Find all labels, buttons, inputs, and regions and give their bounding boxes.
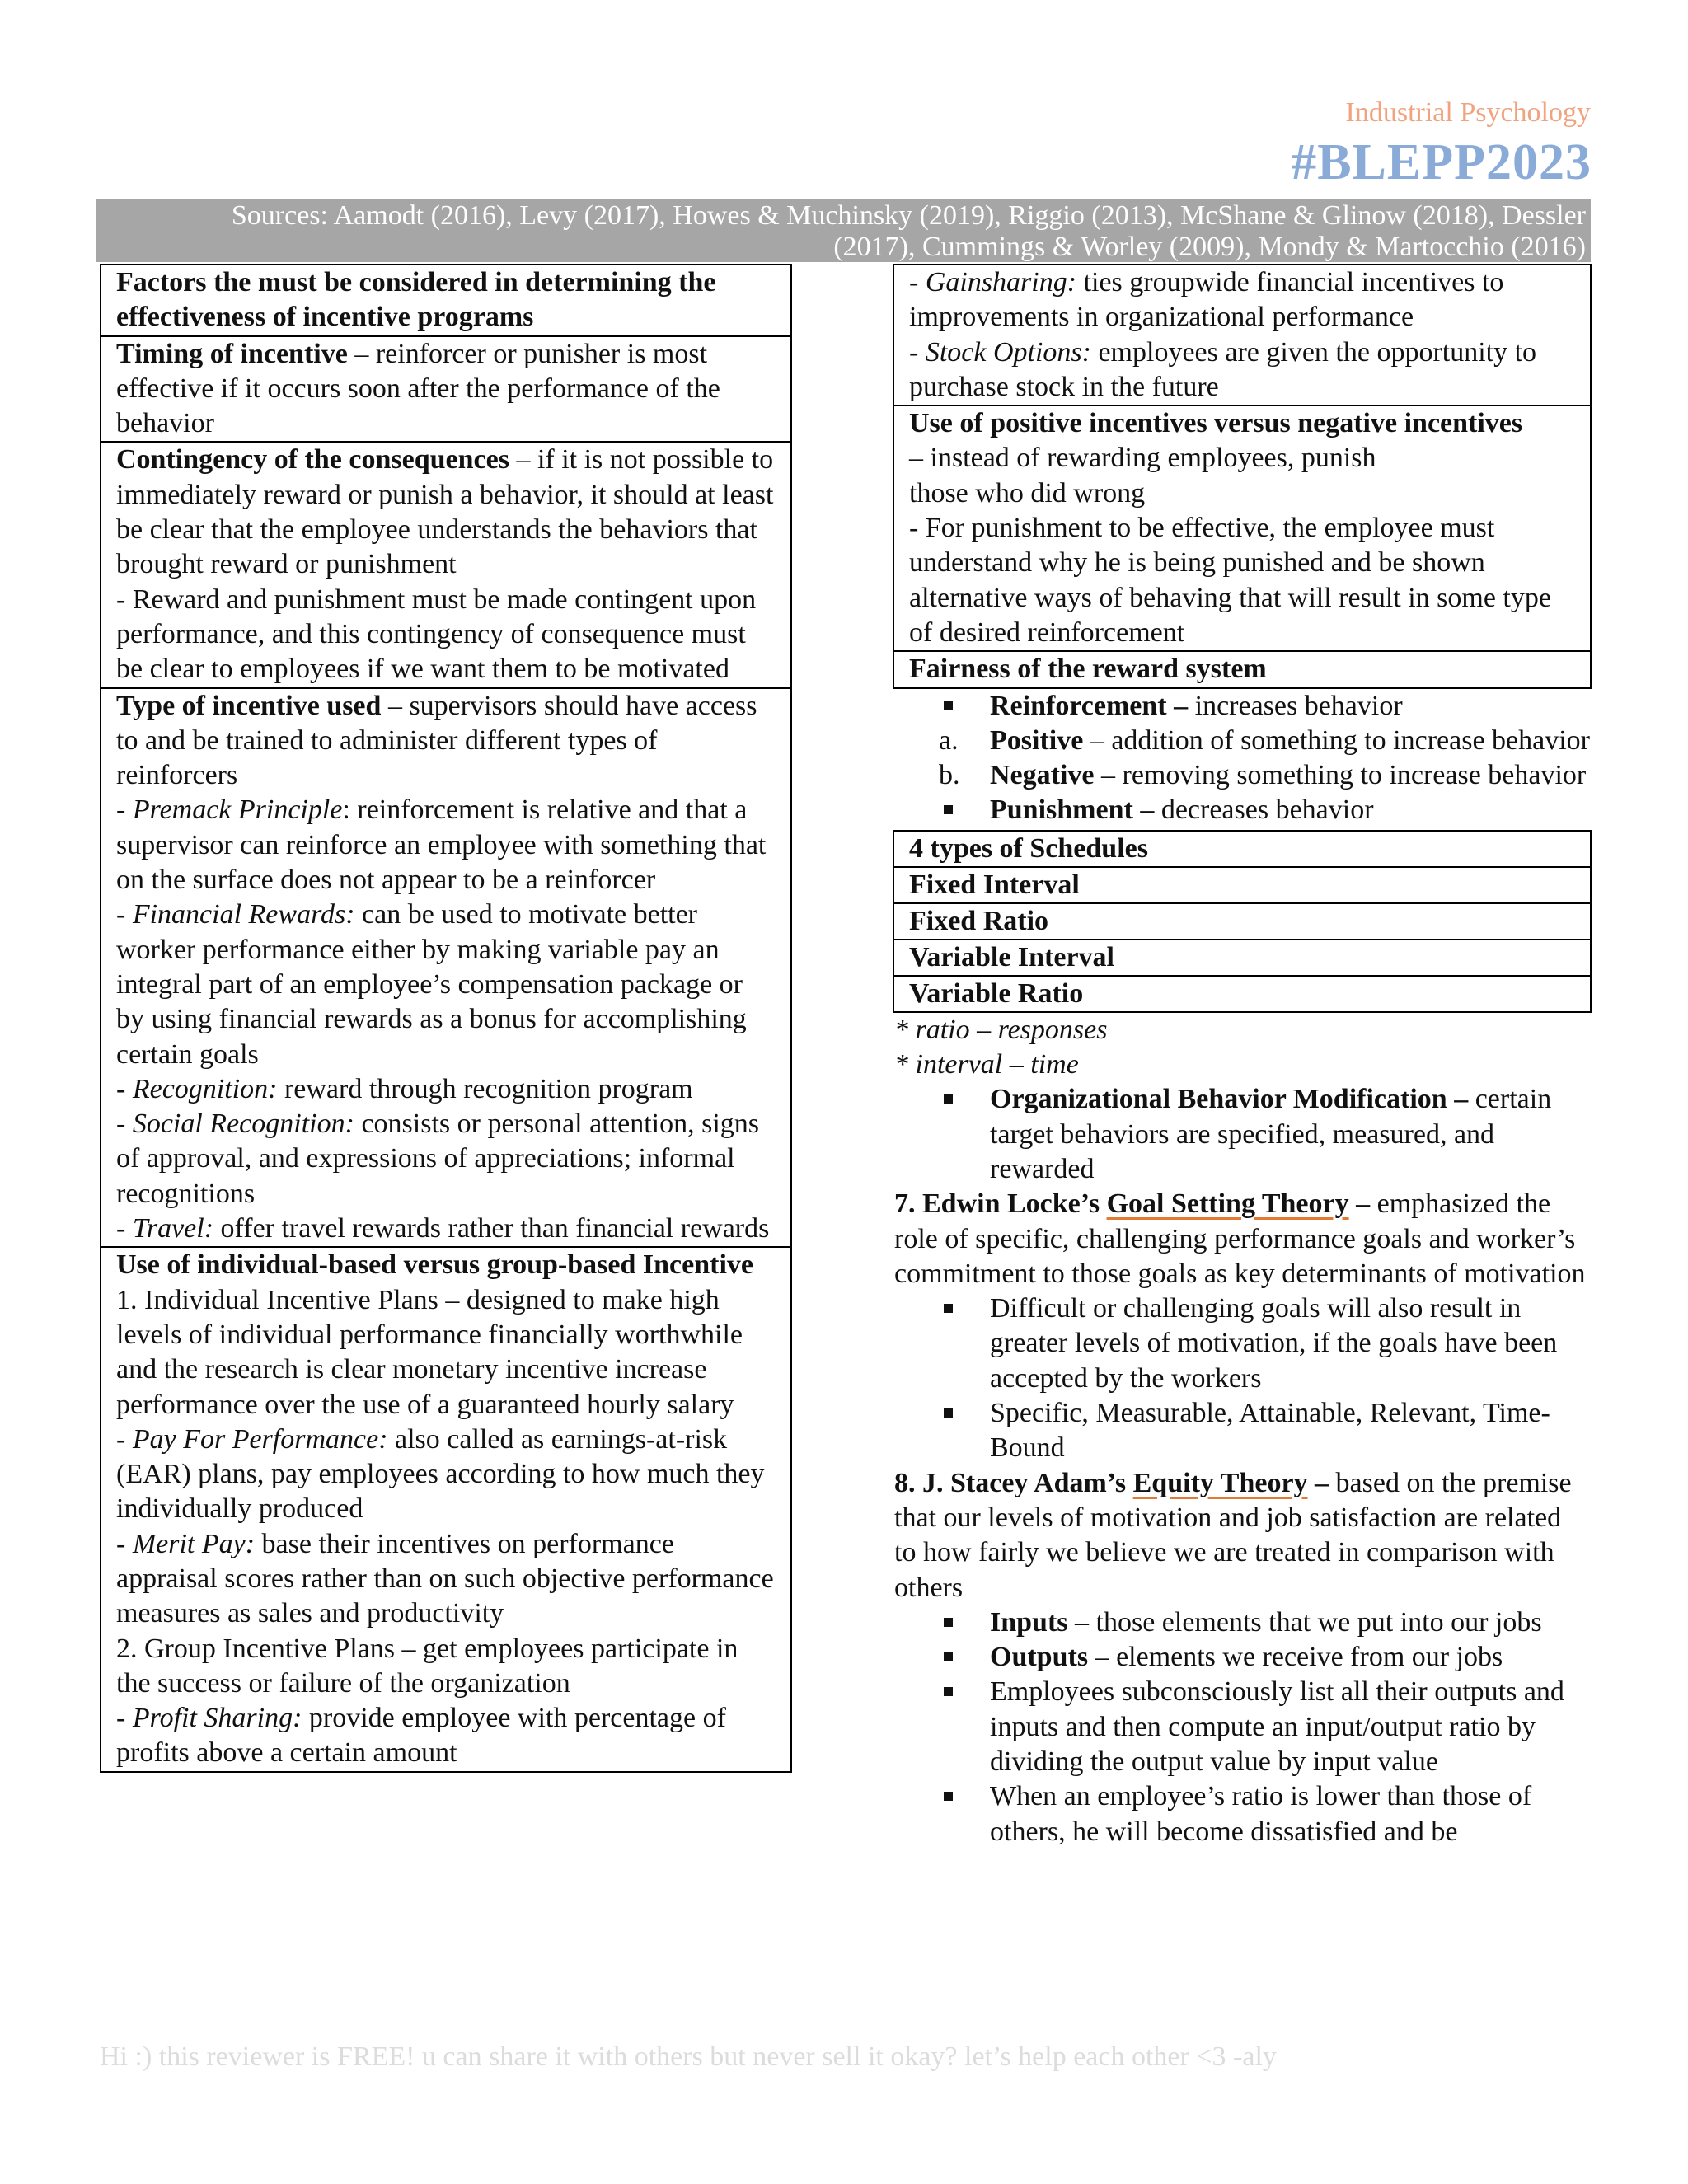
- locke-dash: –: [1348, 1188, 1371, 1220]
- schedule-row: [893, 940, 1592, 977]
- outputs-desc: – elements we receive from our jobs: [1088, 1642, 1503, 1673]
- individual-plan2: 2. Group Incentive Plans – get employees participate in the success or failure of the organization: [116, 1633, 738, 1699]
- schedules-table: [893, 830, 1592, 1013]
- punishment-term: Punishment –: [990, 794, 1155, 826]
- type-head: Type of incentive used: [116, 690, 382, 721]
- type-text: – supervisors should have access to and be trained to administer different types of reinforcers: [116, 690, 757, 791]
- fairness-head: Fairness of the reward system: [909, 654, 1267, 685]
- adams-theory: Equity Theory: [1132, 1467, 1308, 1498]
- type-item-term: Financial Rewards:: [132, 899, 355, 930]
- plan2-item-term: Profit Sharing:: [132, 1703, 302, 1734]
- plan1-item: - Merit Pay: base their incentives on performance appraisal scores rather than on such objective performance measures as sales and productivity: [116, 1528, 774, 1629]
- individual-head: Use of individual-based versus group-based Incentive: [116, 1249, 753, 1281]
- list-item: [893, 1082, 1592, 1187]
- list-item: When an employee’s ratio is lower than those of others, he will become dissatisfied and be: [893, 1779, 1592, 1849]
- footer-note: Hi :) this reviewer is FREE! u can share it with others but never sell it okay? let’s help each other <3 -aly: [100, 2041, 1277, 2072]
- list-item: [893, 793, 1592, 827]
- type-item-desc: can be used to motivate better worker performance either by making variable pay an integral part of an employee’s compensation package or by using financial rewards as a bonus for accomplishing certain goals: [116, 899, 747, 1070]
- list-item: [893, 1605, 1592, 1640]
- reinforcement-term: Reinforcement –: [990, 690, 1189, 721]
- group-item-term: Stock Options:: [925, 336, 1091, 368]
- inputs-desc: – those elements that we put into our jobs: [1067, 1606, 1542, 1638]
- group-item-desc: employees are given the opportunity to purchase stock in the future: [909, 336, 1537, 402]
- list-item: Employees subconsciously list all their outputs and inputs and then compute an input/output ratio by dividing the output value by input value: [893, 1675, 1592, 1779]
- individual-cell: [100, 1248, 792, 1772]
- group-item: - Stock Options: employees are given the opportunity to purchase stock in the future: [909, 336, 1537, 402]
- inputs-term: Inputs: [990, 1606, 1068, 1638]
- type-item: - Travel: offer travel rewards rather than financial rewards: [116, 1213, 770, 1244]
- punishment-list: [893, 793, 1592, 827]
- schedule-label: Variable Interval: [909, 941, 1115, 972]
- factors-title: Factors the must be considered in determining the effectiveness of incentive programs: [116, 267, 716, 333]
- contingency-cell: [100, 443, 792, 688]
- adams-dash: –: [1307, 1467, 1329, 1498]
- contingency-line2: - Reward and punishment must be made contingent upon performance, and this contingency of consequence must be clear to employees if we want them to be motivated: [116, 583, 757, 685]
- plan1-item: - Pay For Performance: also called as earnings-at-risk (EAR) plans, pay employees according to how much they individually produced: [116, 1423, 765, 1525]
- list-marker: b.: [939, 760, 960, 791]
- positive-negative-cell: [893, 406, 1592, 652]
- timing-text: – reinforcer or punisher is most effective if it occurs soon after the performance of the behavior: [116, 338, 720, 439]
- type-item: - Social Recognition: consists or personal attention, signs of approval, and expressions of appreciations; informal recognitions: [116, 1108, 759, 1209]
- type-item-term: Travel:: [132, 1213, 214, 1244]
- plan1-item-desc: base their incentives on performance appraisal scores rather than on such objective performance measures as sales and productivity: [116, 1528, 774, 1629]
- timing-head: Timing of incentive: [116, 338, 348, 369]
- document-tag: #BLEPP2023: [1291, 134, 1592, 190]
- type-item-sep: :: [342, 794, 350, 826]
- schedule-row: [893, 868, 1592, 904]
- plan2-item: - Profit Sharing: provide employee with percentage of profits above a certain amount: [116, 1703, 726, 1769]
- type-item: - Financial Rewards: can be used to motivate better worker performance either by making variable pay an integral part of an employee’s compensation package or by using financial rewards as a bonus for accomplishing certain goals: [116, 899, 747, 1070]
- list-item: Difficult or challenging goals will also result in greater levels of motivation, if the goals have been accepted by the workers: [893, 1291, 1592, 1396]
- fairness-cell: [893, 652, 1592, 688]
- sources-banner: Sources: Aamodt (2016), Levy (2017), Howes & Muchinsky (2019), Riggio (2013), McShane & Glinow (2018), Dessler (2017), Cummings & Worley (2009), Mondy & Martocchio (2016): [96, 199, 1591, 262]
- schedule-row: [893, 977, 1592, 1013]
- contingency-text: – if it is not possible to immediately reward or punish a behavior, it should at least be clear that the employee understands the behaviors that brought reward or punishment: [116, 444, 774, 580]
- schedule-row: [893, 904, 1592, 940]
- schedule-note: [893, 1047, 1592, 1082]
- plan1-item-term: Pay For Performance:: [132, 1423, 388, 1455]
- group-item: - Gainsharing: ties groupwide financial incentives to improvements in organizational performance: [909, 267, 1504, 333]
- list-item: Specific, Measurable, Attainable, Relevant, Time-Bound: [893, 1396, 1592, 1466]
- list-item: [893, 689, 1592, 724]
- list-item: [893, 758, 1592, 793]
- schedule-note: [893, 1013, 1592, 1047]
- group-items-cell: [893, 264, 1592, 406]
- obm-desc: certain target behaviors are specified, measured, and rewarded: [990, 1084, 1552, 1184]
- type-item-desc: consists or personal attention, signs of approval, and expressions of appreciations; informal recognitions: [116, 1108, 759, 1209]
- schedule-row: [893, 830, 1592, 868]
- alpha-desc: – removing something to increase behavior: [1094, 760, 1587, 791]
- note-text: * interval – time: [894, 1049, 1079, 1080]
- reinforcement-list: [893, 689, 1592, 724]
- left-column: [100, 264, 792, 1773]
- locke-bullets: [893, 1291, 1592, 1465]
- alpha-desc: – addition of something to increase behavior: [1083, 724, 1590, 756]
- locke-pre: 7. Edwin Locke’s: [894, 1188, 1107, 1220]
- group-item-term: Gainsharing:: [925, 267, 1077, 298]
- list-item: [893, 724, 1592, 758]
- alpha-term: Negative: [990, 760, 1095, 791]
- contingency-head: Contingency of the consequences: [116, 444, 509, 476]
- factors-title-cell: [100, 264, 792, 337]
- adams-pre: 8. J. Stacey Adam’s: [894, 1467, 1133, 1498]
- positive-text1: – instead of rewarding employees, punish: [909, 443, 1376, 474]
- type-item-desc: reward through recognition program: [277, 1073, 693, 1104]
- type-item-desc: reinforcement is relative and that a supervisor can reinforce an employee with something that on the surface does not appear to be a reinforcer: [116, 794, 767, 896]
- plan1-item-term: Merit Pay:: [132, 1528, 256, 1559]
- reinforcement-desc: increases behavior: [1188, 690, 1403, 721]
- obm-list: [893, 1082, 1592, 1187]
- schedule-label: 4 types of Schedules: [909, 832, 1148, 864]
- type-item-desc: offer travel rewards rather than financial rewards: [213, 1213, 770, 1244]
- type-item-term: Premack Principle: [132, 794, 343, 826]
- right-column: [893, 264, 1592, 1849]
- list-item: [893, 1640, 1592, 1675]
- plan1-item-desc: also called as earnings-at-risk (EAR) plans, pay employees according to how much they individually produced: [116, 1423, 765, 1525]
- adams-paragraph: [893, 1466, 1592, 1605]
- locke-theory: Goal Setting Theory: [1106, 1188, 1349, 1220]
- type-item-term: Social Recognition:: [132, 1108, 354, 1140]
- locke-desc: emphasized the role of specific, challenging performance goals and worker’s commitment to those goals as key determinants of motivation: [894, 1188, 1586, 1289]
- outputs-term: Outputs: [990, 1642, 1089, 1673]
- group-item-desc: ties groupwide financial incentives to improvements in organizational performance: [909, 267, 1504, 333]
- document-subject: Industrial Psychology: [1345, 97, 1591, 128]
- adams-bullets: [893, 1605, 1592, 1849]
- type-cell: [100, 689, 792, 1249]
- obm-term: Organizational Behavior Modification –: [990, 1084, 1469, 1115]
- punishment-desc: decreases behavior: [1154, 794, 1374, 826]
- positive-text2: those who did wrong: [909, 477, 1146, 509]
- type-item: - Premack Principle: reinforcement is relative and that a supervisor can reinforce an employee with something that on the surface does not appear to be a reinforcer: [116, 794, 767, 896]
- positive-text3: - For punishment to be effective, the employee must understand why he is being punished and be shown alternative ways of behaving that will result in some type of desired reinforcement: [909, 513, 1551, 648]
- schedule-label: Fixed Interval: [909, 869, 1080, 900]
- plan2-item-desc: provide employee with percentage of profits above a certain amount: [116, 1703, 726, 1769]
- note-text: * ratio – responses: [894, 1014, 1108, 1045]
- locke-paragraph: [893, 1187, 1592, 1291]
- alpha-term: Positive: [990, 724, 1084, 756]
- schedule-label: Variable Ratio: [909, 977, 1084, 1009]
- schedule-label: Fixed Ratio: [909, 905, 1049, 936]
- individual-plan1: 1. Individual Incentive Plans – designed to make high levels of individual performance financially worthwhile and the research is clear monetary incentive increase performance over the use of a guaranteed hourly salary: [116, 1284, 743, 1420]
- reinforcement-types: [893, 724, 1592, 794]
- positive-head: Use of positive incentives versus negative incentives: [909, 408, 1523, 439]
- type-item-term: Recognition:: [132, 1073, 278, 1104]
- timing-cell: [100, 337, 792, 443]
- adams-desc: based on the premise that our levels of motivation and job satisfaction are related to how fairly we believe we are treated in comparison with others: [894, 1467, 1572, 1603]
- list-marker: a.: [939, 724, 959, 756]
- type-item: - Recognition: reward through recognition program: [116, 1073, 693, 1104]
